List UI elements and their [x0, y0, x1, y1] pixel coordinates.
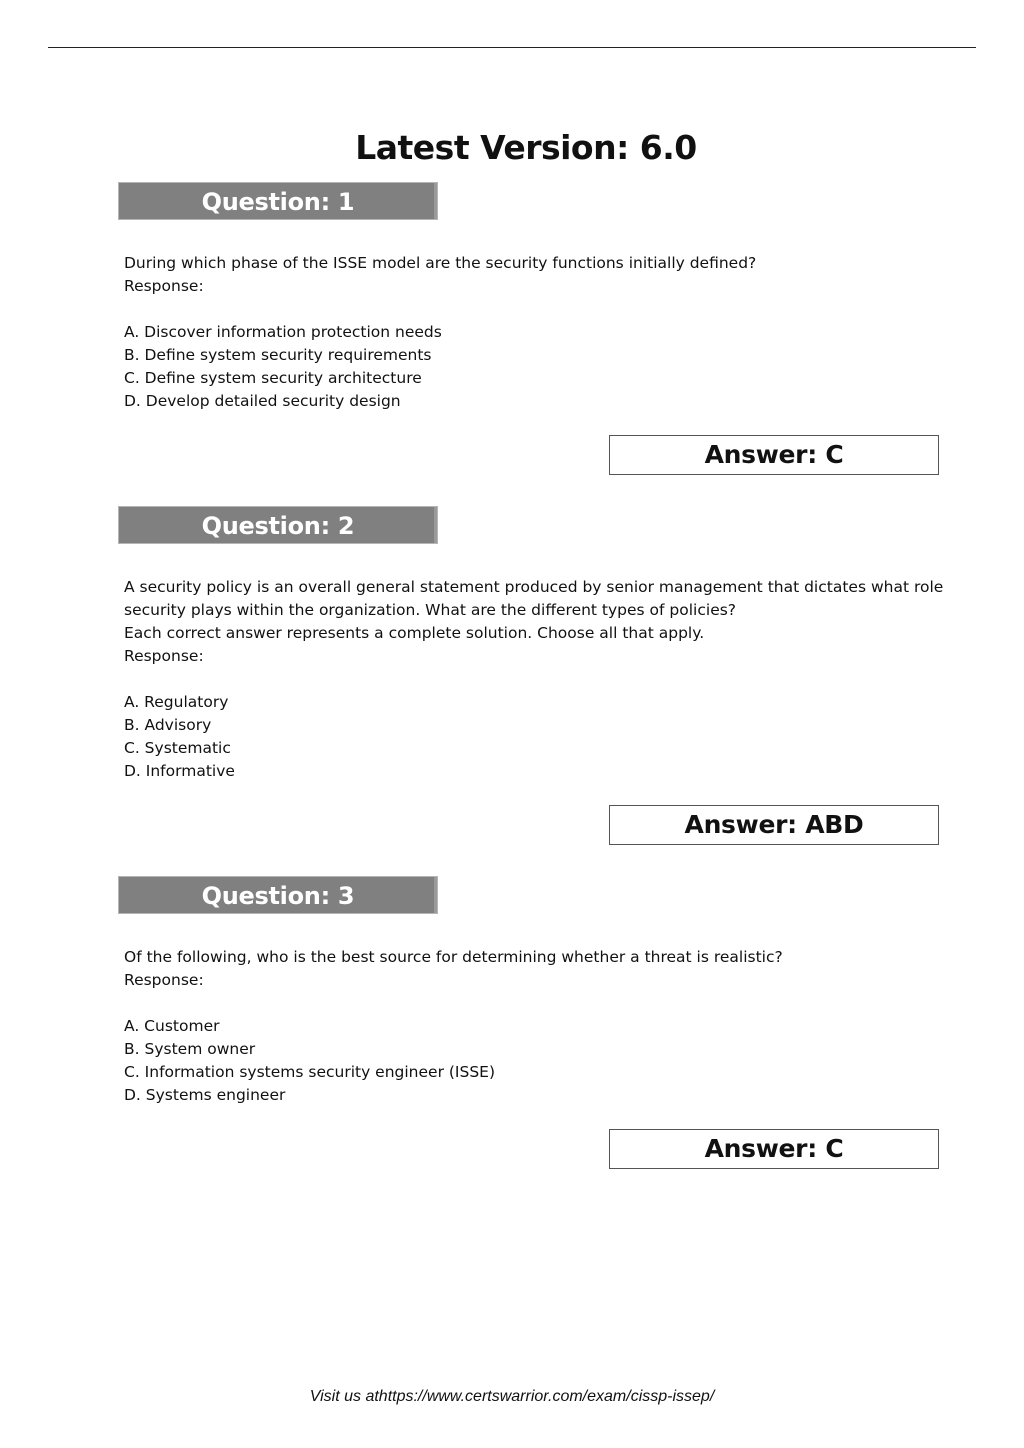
answer-box: Answer: C — [609, 1129, 939, 1169]
answer-option: C. Define system security architecture — [124, 369, 422, 387]
document-title: Latest Version: 6.0 — [355, 128, 697, 167]
question-body — [124, 946, 944, 1107]
question-prompt-line: Response: — [124, 277, 204, 295]
answer-box: Answer: ABD — [609, 805, 939, 845]
top-divider — [48, 47, 976, 48]
question-header: Question: 1 — [118, 182, 438, 220]
answer-option: D. Develop detailed security design — [124, 392, 401, 410]
answer-box: Answer: C — [609, 435, 939, 475]
question-prompt-line: Response: — [124, 971, 204, 989]
footer-link-text: Visit us athttps://www.certswarrior.com/exam/cissp-issep/ — [309, 1388, 715, 1405]
question-prompt-line: During which phase of the ISSE model are the security functions initially defined? — [124, 254, 757, 272]
question-body — [124, 252, 944, 413]
answer-option: D. Systems engineer — [124, 1086, 286, 1104]
question-prompt-line: A security policy is an overall general statement produced by senior management that dictates what role — [124, 578, 944, 596]
answer-option: D. Informative — [124, 762, 235, 780]
answer-option: C. Systematic — [124, 739, 231, 757]
answer-option: B. Define system security requirements — [124, 346, 432, 364]
answer-option: B. Advisory — [124, 716, 212, 734]
question-prompt-line: Response: — [124, 647, 204, 665]
answer-option: A. Discover information protection needs — [124, 323, 442, 341]
answer-option: B. System owner — [124, 1040, 256, 1058]
question-header: Question: 3 — [118, 876, 438, 914]
question-prompt-line: Of the following, who is the best source for determining whether a threat is realistic? — [124, 948, 783, 966]
answer-option: C. Information systems security engineer (ISSE) — [124, 1063, 496, 1081]
question-prompt-line: security plays within the organization. What are the different types of policies? — [124, 601, 737, 619]
question-prompt-line: Each correct answer represents a complete solution. Choose all that apply. — [124, 624, 705, 642]
answer-option: A. Regulatory — [124, 693, 229, 711]
question-header: Question: 2 — [118, 506, 438, 544]
question-body — [124, 576, 944, 783]
answer-option: A. Customer — [124, 1017, 220, 1035]
